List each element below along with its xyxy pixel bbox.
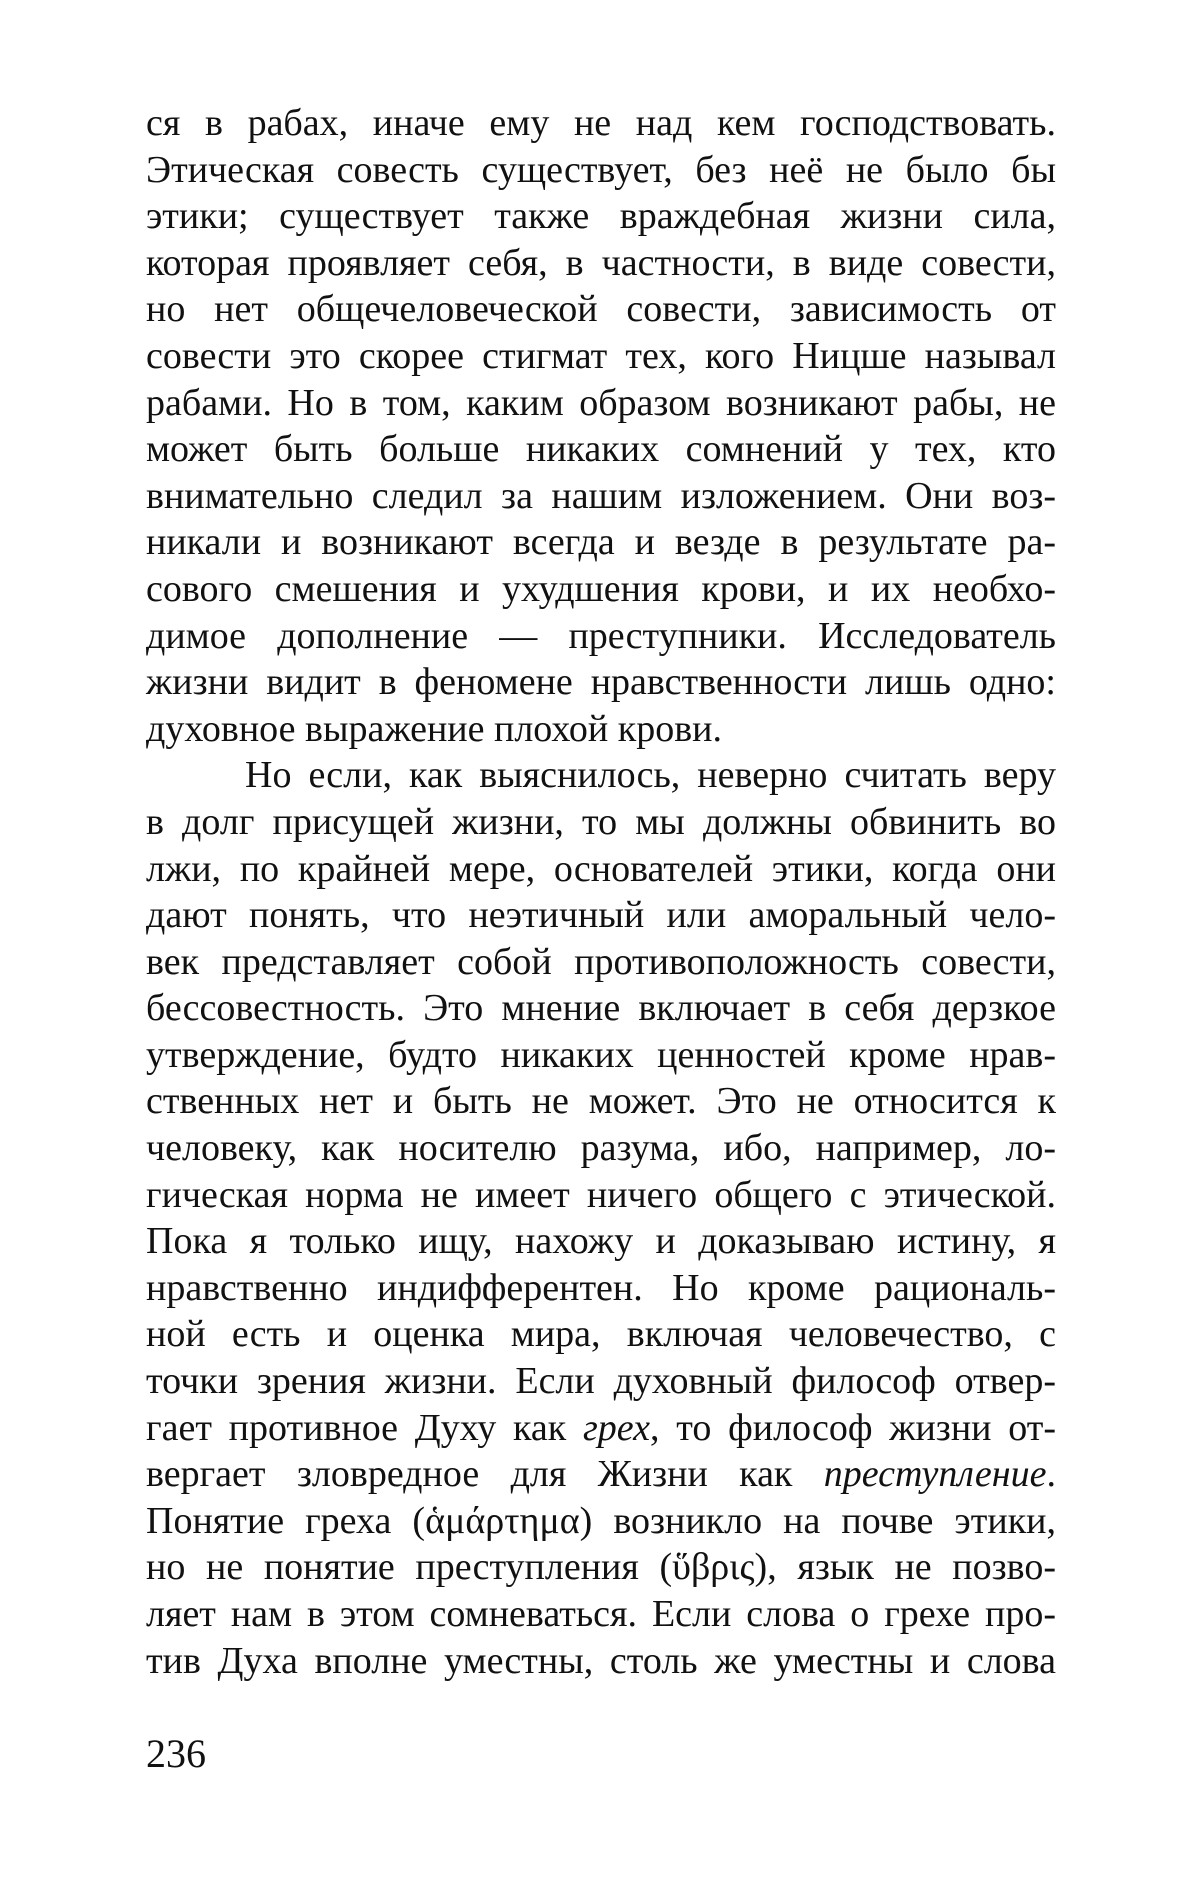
paragraph-1 bbox=[146, 100, 1056, 752]
text-line: вергает зловредное для Жизни как преступление. bbox=[146, 1453, 1056, 1496]
text-line: ся в рабах, иначе ему не над кем господствовать. bbox=[146, 102, 1056, 144]
text-line: гает противное Духу как грех, то философ жизни от- bbox=[146, 1406, 1056, 1449]
text-line: бессовестность. Это мнение включает в себя дерзкое bbox=[146, 987, 1056, 1030]
text-line: век представляет собой противоположность совести, bbox=[146, 940, 1056, 983]
text-line: жизни видит в феномене нравственности лишь одно: bbox=[146, 661, 1056, 704]
text-line: тив Духа вполне уместны, столь же уместны и слова bbox=[146, 1639, 1056, 1682]
page-number: 236 bbox=[146, 1731, 206, 1776]
text-line: но нет общечеловеческой совести, зависимость от bbox=[146, 288, 1056, 331]
text-line: ляет нам в этом сомневаться. Если слова о грехе про- bbox=[146, 1593, 1056, 1635]
text-line: человеку, как носителю разума, ибо, например, ло- bbox=[146, 1127, 1056, 1170]
text-line: но не понятие преступления (ὕβρις), язык не позво- bbox=[146, 1546, 1056, 1589]
text-line: дают понять, что неэтичный или аморальный чело- bbox=[146, 894, 1056, 937]
text-line: рабами. Но в том, каким образом возникают рабы, не bbox=[146, 381, 1056, 424]
text-line: утверждение, будто никаких ценностей кроме нрав- bbox=[146, 1033, 1056, 1076]
text-line: Понятие греха (ἁμάρτημα) возникло на почве этики, bbox=[146, 1499, 1056, 1542]
text-line: Но если, как выяснилось, неверно считать веру bbox=[245, 754, 1056, 797]
text-line: гическая норма не имеет ничего общего с этической. bbox=[146, 1173, 1056, 1216]
text-line: никали и возникают всегда и везде в результате ра- bbox=[146, 521, 1056, 564]
text-line: димое дополнение — преступники. Исследователь bbox=[146, 614, 1056, 657]
body-text bbox=[146, 100, 1056, 1684]
text-line: Этическая совесть существует, без неё не было бы bbox=[146, 148, 1056, 191]
paragraph-2 bbox=[146, 752, 1056, 1684]
text-line: в долг присущей жизни, то мы должны обвинить во bbox=[146, 800, 1056, 843]
text-line: Пока я только ищу, нахожу и доказываю истину, я bbox=[146, 1220, 1056, 1263]
text-line: ной есть и оценка мира, включая человечество, с bbox=[146, 1313, 1056, 1356]
text-line: внимательно следил за нашим изложением. Они воз- bbox=[146, 474, 1056, 517]
text-line: ственных нет и быть не может. Это не относится к bbox=[146, 1080, 1056, 1123]
text-line: может быть больше никаких сомнений у тех, кто bbox=[146, 428, 1056, 471]
text-line: духовное выражение плохой крови. bbox=[146, 707, 722, 750]
text-line: которая проявляет себя, в частности, в виде совести, bbox=[146, 241, 1056, 284]
text-line: сового смешения и ухудшения крови, и их необхо- bbox=[146, 567, 1056, 610]
text-line: нравственно индифферентен. Но кроме рациональ- bbox=[146, 1266, 1056, 1309]
text-line: точки зрения жизни. Если духовный философ отвер- bbox=[146, 1360, 1056, 1403]
text-line: этики; существует также враждебная жизни сила, bbox=[146, 195, 1056, 238]
text-line: совести это скорее стигмат тех, кого Ницше называл bbox=[146, 334, 1056, 377]
text-line: лжи, по крайней мере, основателей этики, когда они bbox=[146, 847, 1056, 890]
